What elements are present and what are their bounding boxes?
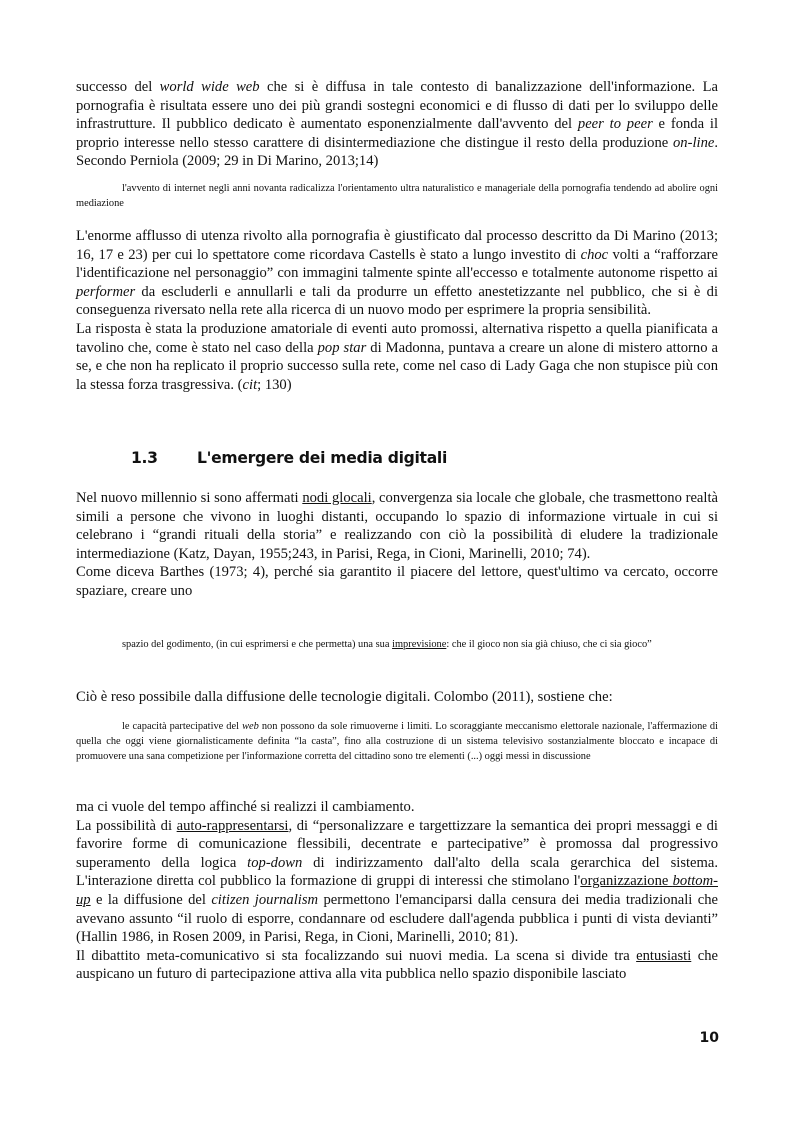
text-run: permettono l'emanciparsi dalla censura dei media tradizionali che avevano assunto “il ruolo di esporre, condannare od escludere dall'agenda pubblica i punti di vista devianti” (Hallin 1986, in Rosen 2009, in Parisi, Rega, in Cioni, Marinelli, 2010; 81). xyxy=(76,891,718,946)
text-run: La possibilità di xyxy=(76,817,177,834)
italic-term: peer to peer xyxy=(577,116,653,133)
text-run: spazio del godimento, (in cui esprimersi e che permetta) una sua xyxy=(122,639,393,650)
text-run: successo del xyxy=(76,79,160,95)
text-run: , di “personalizzare e targettizzare la semantica dei propri messaggi e di favorire forme di comunicazione flessibili, decentrate e partecipative” è promossa dal progressivo superamento della logica xyxy=(76,817,718,871)
paragraph-3 xyxy=(76,320,718,394)
text-run: che si è diffusa in tale contesto di banalizzazione dell'informazione. La pornografia è risultata essere uno dei più grandi sostegni economici e di flusso di dati per lo sviluppo delle infrastrutture. Il pubblico dedicato è aumentato esponenzialmente dall'avvento del xyxy=(76,79,718,133)
text-run: . Secondo Perniola (2009; 29 in Di Marino, 2013;14) xyxy=(76,134,718,170)
quote-text: l'avvento di internet negli anni novanta radicalizza l'orientamento ultra naturalistico e manageriale della pornografia tendendo ad abolire ogni mediazione xyxy=(76,183,718,209)
text-run: Il dibattito meta-comunicativo si sta focalizzando sui nuovi media. La scena si divide tra xyxy=(76,947,637,964)
text-run: che auspicano un futuro di partecipazione attiva alla vita pubblica nello spazio disponibile lasciato xyxy=(76,947,718,983)
underlined-italic-term: bottom-up xyxy=(76,873,718,908)
underlined-term: organizzazione xyxy=(580,873,673,890)
underlined-term: nodi glocali xyxy=(302,490,372,506)
italic-term: on-line xyxy=(673,134,715,151)
italic-term: pop star xyxy=(317,339,367,356)
paragraph-8 xyxy=(76,817,718,947)
text-run: volti a “rafforzare l'identificazione nel personaggio” con immagini talmente spinte all'eccesso e totalmente autonome rispetto ai xyxy=(76,246,718,282)
text-run: L'enorme afflusso di utenza rivolto alla pornografia è giustificato dal processo descritto da Di Marino (2013; 16, 17 e 23) per cui lo spettatore come ricordava Castells è stato a lungo investito di xyxy=(76,228,718,263)
block-quote-1 xyxy=(76,181,718,211)
text-run: da escluderli e annullarli e tali da produrre un effetto anestetizzante nel pubblico, che si è di conseguenza riversato nella rete alla ricerca di un nuovo modo per esprimere la propria sensibilità. xyxy=(76,283,718,319)
text-run: La risposta è stata la produzione amatoriale di eventi auto promossi, alternativa rispetto a quella pianificata a tavolino che, come è stato nel caso della xyxy=(76,320,718,356)
underlined-term: imprevisione xyxy=(392,639,447,650)
section-number: 1.3 xyxy=(131,449,158,467)
block-quote-3 xyxy=(76,719,718,764)
section-heading xyxy=(131,449,447,467)
text-run: e la diffusione del xyxy=(90,891,212,908)
paragraph-4 xyxy=(76,489,718,601)
italic-term: web xyxy=(242,721,259,732)
page-number: 10 xyxy=(699,1030,719,1046)
paragraph-1 xyxy=(76,78,718,171)
italic-term: citizen journalism xyxy=(211,891,319,908)
paragraph-2 xyxy=(76,227,718,394)
text-run: non possono da sole rimuoverne i limiti. Lo scoraggiante meccanismo elettorale nazionale, l'affermazione di quella che oggi viene giornalisticamente definita “la casta”, fino alla costruzione di un sistema televisivo sostanzialmente bloccato e incapace di promuovere una sana competizione per l'informazione corretta del cittadino sono tre elementi (...) oggi messi in discussione xyxy=(76,721,719,762)
text-run: ; 130) xyxy=(257,376,292,393)
paragraph-5: Come diceva Barthes (1973; 4), perché sia garantito il piacere del lettore, quest'ultimo va cercato, occorre spaziare, creare uno xyxy=(76,564,718,599)
text-run: , convergenza sia locale che globale, che trasmettono realtà simili a persone che vivono in luoghi distanti, occupando lo spazio di informazione virtuale in cui si celebrano i “grandi rituali della storia” e realizzando con ciò la possibilità di eludere la tradizionale intermediazione (Katz, Dayan, 1955;243, in Parisi, Rega, in Cioni, Marinelli, 2010; 74). xyxy=(76,490,718,562)
italic-term: top-down xyxy=(247,854,303,871)
text-run: : che il gioco non sia già chiuso, che ci sia gioco” xyxy=(446,639,652,650)
text-run: e fonda il proprio interesse nello stesso carattere di disintermediazione che distingue il resto della produzione xyxy=(76,116,718,151)
paragraph-6 xyxy=(76,688,718,707)
text-run: Nel nuovo millennio si sono affermati xyxy=(76,490,303,506)
block-quote-2 xyxy=(76,637,718,652)
text-run: Ciò è reso possibile dalla diffusione delle tecnologie digitali. Colombo (2011), sostiene che: xyxy=(76,689,613,705)
text-run: di Madonna, puntava a creare un alone di mistero attorno a se, e che non ha replicato il proprio successo sulla rete, come nel caso di Lady Gaga che non stupisce più con la stessa forza trasgressiva. ( xyxy=(76,339,718,393)
underlined-term: entusiasti xyxy=(636,947,692,964)
section-title: L'emergere dei media digitali xyxy=(197,449,448,467)
paragraph-7 xyxy=(76,798,718,984)
text-run: le capacità partecipative del xyxy=(122,721,243,732)
italic-term: cit xyxy=(242,376,258,393)
italic-term: performer xyxy=(76,283,136,300)
underlined-term: auto-rappresentarsi xyxy=(176,817,289,834)
paragraph-9 xyxy=(76,947,718,984)
text-run: di indirizzamento dall'alto della scala gerarchica del sistema. L'interazione diretta col pubblico la formazione di gruppi di interessi che stimolano l' xyxy=(76,854,719,890)
italic-term: choc xyxy=(580,246,609,263)
italic-term: world wide web xyxy=(159,79,260,95)
text-run: ma ci vuole del tempo affinché si realizzi il cambiamento. xyxy=(76,799,415,815)
